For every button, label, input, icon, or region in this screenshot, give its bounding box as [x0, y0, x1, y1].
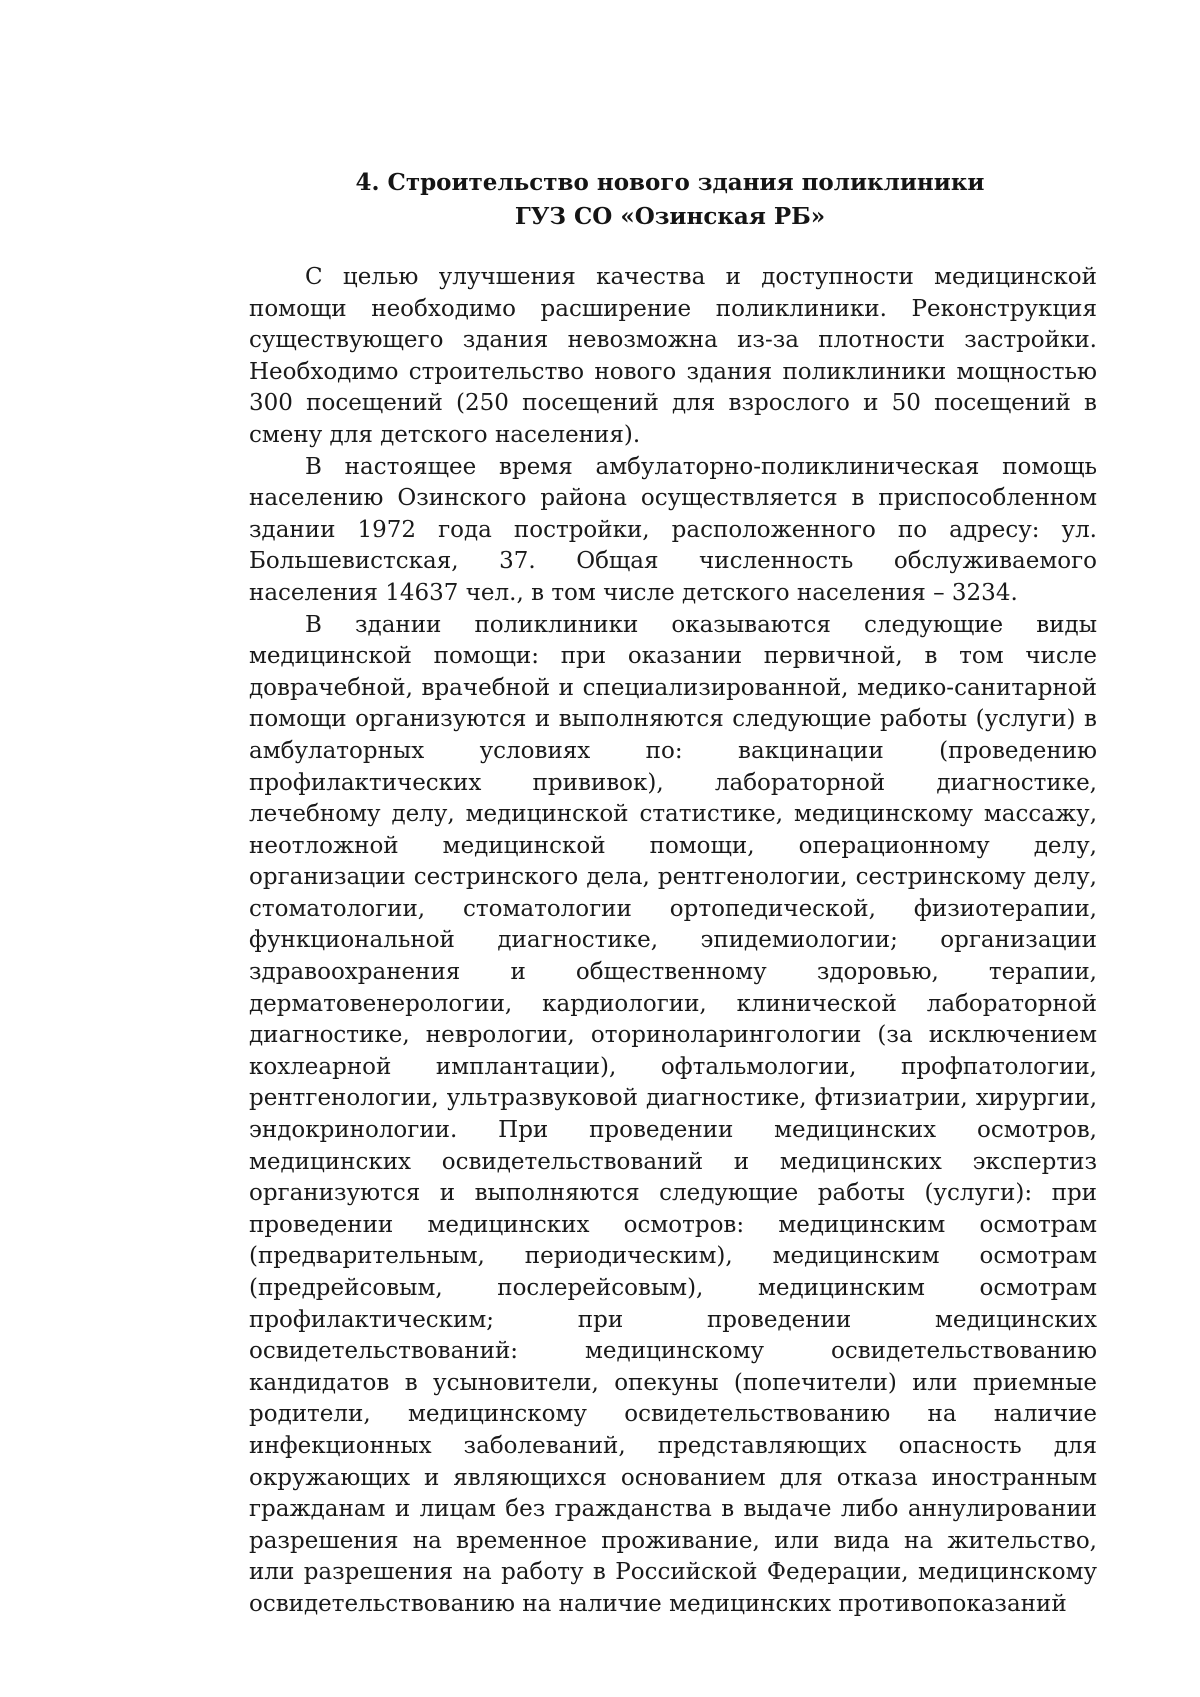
section-title — [240, 166, 1100, 234]
paragraph-purpose: С целью улучшения качества и доступности медицинской помощи необходимо расширение поликлиники. Реконструкция существующего здания невозможна из-за плотности застройки. Необходимо строительство нового здания поликлиники мощностью 300 посещений (250 посещений для взрослого и 50 посещений в смену для детского населения). — [249, 264, 1097, 448]
section-title-line-1: 4. Строительство нового здания поликлиники — [355, 169, 985, 196]
section-title-line-2: ГУЗ СО «Озинская РБ» — [514, 203, 826, 230]
document-body — [249, 262, 1097, 1621]
paragraph-current-state: В настоящее время амбулаторно-поликлиническая помощь населению Озинского района осуществляется в приспособленном здании 1972 года постройки, расположенного по адресу: ул. Большевистская, 37. Общая численность обслуживаемого населения 14637 чел., в том числе детского населения – 3234. — [249, 453, 1097, 606]
paragraph-services: В здании поликлиники оказываются следующие виды медицинской помощи: при оказании первичной, в том числе доврачебной, врачебной и специализированной, медико-санитарной помощи организуются и выполняются следующие работы (услуги) в амбулаторных условиях по: вакцинации (проведению профилактических прививок), лабораторной диагностике, лечебному делу, медицинской статистике, медицинскому массажу, неотложной медицинской помощи, операционному делу, организации сестринского дела, рентгенологии, сестринскому делу, стоматологии, стоматологии ортопедической, физиотерапии, функциональной диагностике, эпидемиологии; организации здравоохранения и общественному здоровью, терапии, дерматовенерологии, кардиологии, клинической лабораторной диагностике, неврологии, оториноларингологии (за исключением кохлеарной имплантации), офтальмологии, профпатологии, рентгенологии, ультразвуковой диагностике, фтизиатрии, хирургии, эндокринологии. При проведении медицинских осмотров, медицинских освидетельствований и медицинских экспертиз организуются и выполняются следующие работы (услуги): при проведении медицинских осмотров: медицинским осмотрам (предварительным, периодическим), медицинским осмотрам (предрейсовым, послерейсовым), медицинским осмотрам профилактическим; при проведении медицинских освидетельствований: медицинскому освидетельствованию кандидатов в усыновители, опекуны (попечители) или приемные родители, медицинскому освидетельствованию на наличие инфекционных заболеваний, представляющих опасность для окружающих и являющихся основанием для отказа иностранным гражданам и лицам без гражданства в выдаче либо аннулировании разрешения на временное проживание, или вида на жительство, или разрешения на работу в Российской Федерации, медицинскому освидетельствованию на наличие медицинских противопоказаний — [249, 611, 1097, 1617]
